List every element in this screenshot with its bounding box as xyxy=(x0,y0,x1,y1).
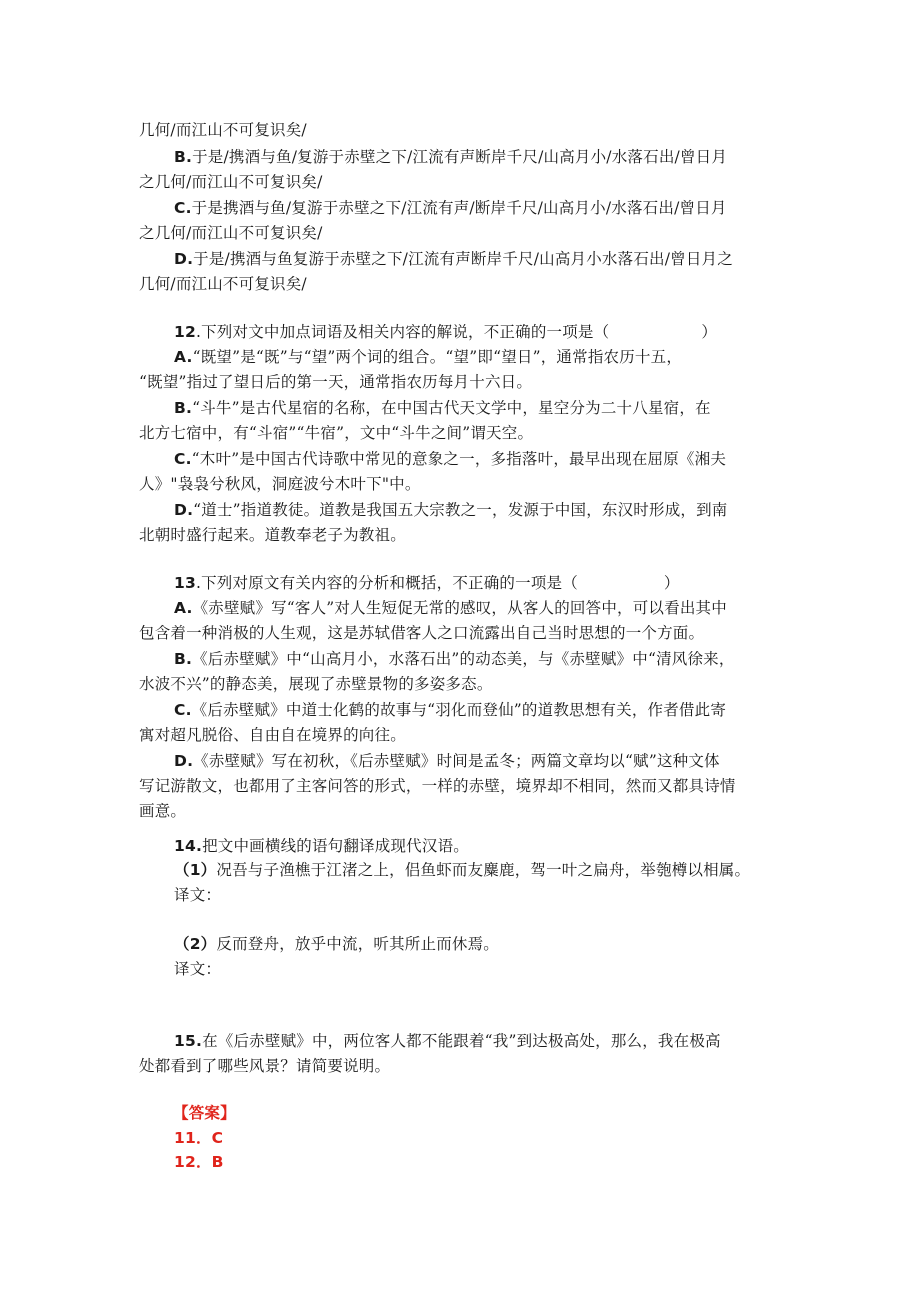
option-key: C. xyxy=(174,450,192,468)
question-number: 13 xyxy=(174,574,196,592)
question-number: 15. xyxy=(174,1032,203,1050)
q12-option-d xyxy=(174,500,728,520)
option-text: 《赤壁赋》写在初秋，《后赤壁赋》时间是孟冬；两篇文章均以“赋”这种文体 xyxy=(193,752,720,770)
q11-option-d-cont: 几何/而江山不可复识矣/ xyxy=(139,275,307,293)
q13-option-c xyxy=(174,700,726,720)
option-key: D. xyxy=(174,752,194,770)
option-text: “道士”指道教徒。道教是我国五大宗教之一，发源于中国，东汉时形成，到南 xyxy=(193,501,728,519)
option-text: 于是/携酒与鱼/复游于赤壁之下/江流有声断岸千尺/山高月小/水落石出/曾日月 xyxy=(192,148,728,166)
q15-stem xyxy=(174,1031,721,1051)
option-text: 《后赤壁赋》中“山高月小，水落石出”的动态美，与《赤壁赋》中“清风徐来， xyxy=(192,650,735,668)
q13-option-d-cont: 写记游散文，也都用了主客问答的形式，一样的赤壁，境界却不相同，然而又都具诗情 xyxy=(139,777,736,795)
q12-option-a xyxy=(174,347,682,367)
q12-option-b-cont: 北方七宿中，有“斗宿”“牛宿”，文中“斗牛之间”谓天空。 xyxy=(139,424,534,442)
option-key: B. xyxy=(174,399,193,417)
q12-option-b xyxy=(174,398,711,418)
option-text: “既望”是“既”与“望”两个词的组合。“望”即“望日”，通常指农历十五， xyxy=(192,348,683,366)
option-key: A. xyxy=(174,599,193,617)
answer-11: 11．C xyxy=(174,1129,224,1147)
option-text: “斗牛”是古代星宿的名称，在中国古代天文学中，星空分为二十八星宿，在 xyxy=(192,399,711,417)
option-key: D. xyxy=(174,250,194,268)
q11-option-d xyxy=(174,249,733,269)
option-text: 于是携酒与鱼/复游于赤壁之下/江流有声/断岸千尺/山高月小/水落石出/曾日月 xyxy=(191,199,727,217)
answer-header: 【答案】 xyxy=(173,1104,236,1122)
option-key: D. xyxy=(174,501,194,519)
q13-option-c-cont: 寓对超凡脱俗、自由自在境界的向往。 xyxy=(139,726,406,744)
q12-option-c-cont: 人》"袅袅兮秋风，洞庭波兮木叶下"中。 xyxy=(139,475,421,493)
q13-option-d xyxy=(174,751,720,771)
q11-option-b xyxy=(174,147,727,167)
option-key: B. xyxy=(174,148,193,166)
option-text: “木叶”是中国古代诗歌中常见的意象之一，多指落叶，最早出现在屈原《湘夫 xyxy=(191,450,727,468)
sub-number: （2） xyxy=(174,935,217,953)
q11-option-c xyxy=(174,198,727,218)
q15-stem-cont: 处都看到了哪些风景？请简要说明。 xyxy=(139,1057,391,1075)
question-number: 14. xyxy=(174,837,203,855)
q12-option-d-cont: 北朝时盛行起来。道教奉老子为教祖。 xyxy=(139,526,406,544)
paren-close: ） xyxy=(701,323,718,341)
option-key: A. xyxy=(174,348,193,366)
option-key: C. xyxy=(174,199,192,217)
q13-option-a-cont: 包含着一种消极的人生观，这是苏轼借客人之口流露出自己当时思想的一个方面。 xyxy=(139,624,705,642)
answer-12: 12．B xyxy=(174,1153,224,1171)
q12-stem xyxy=(174,322,717,342)
q14-stem xyxy=(174,836,469,856)
question-number: 12 xyxy=(174,323,196,341)
q13-option-a xyxy=(174,598,727,618)
option-text: 《后赤壁赋》中道士化鹤的故事与“羽化而登仙”的道教思想有关，作者借此寄 xyxy=(191,701,727,719)
q11-option-c-cont: 之几何/而江山不可复识矣/ xyxy=(139,224,323,242)
sub-number: （1） xyxy=(174,861,217,879)
q12-option-c xyxy=(174,449,726,469)
sentence-text: 况吾与子渔樵于江渚之上，侣鱼虾而友麋鹿，驾一叶之扁舟，举匏樽以相属。 xyxy=(216,861,751,879)
q12-option-a-cont: “既望”指过了望日后的第一天，通常指农历每月十六日。 xyxy=(139,373,533,391)
question-text: .下列对原文有关内容的分析和概括，不正确的一项是（ xyxy=(195,574,578,592)
q11-option-a-tail: 几何/而江山不可复识矣/ xyxy=(139,121,307,139)
question-text: 在《后赤壁赋》中，两位客人都不能跟着“我”到达极高处，那么，我在极高 xyxy=(202,1032,721,1050)
option-text: 于是/携酒与鱼复游于赤壁之下/江流有声断岸千尺/山高月小水落石出/曾日月之 xyxy=(193,250,733,268)
q14-sentence-1 xyxy=(174,860,750,880)
q13-option-d-cont2: 画意。 xyxy=(139,802,187,820)
option-key: C. xyxy=(174,701,192,719)
q11-option-b-cont: 之几何/而江山不可复识矣/ xyxy=(139,173,323,191)
q14-translation-label-1: 译文： xyxy=(174,886,222,904)
q14-sentence-2 xyxy=(174,934,499,954)
q13-stem xyxy=(174,573,680,593)
q13-option-b xyxy=(174,649,735,669)
question-text: 把文中画横线的语句翻译成现代汉语。 xyxy=(202,837,469,855)
paren-close: ） xyxy=(663,574,680,592)
q13-option-b-cont: 水波不兴”的静态美，展现了赤壁景物的多姿多态。 xyxy=(139,675,493,693)
option-text: 《赤壁赋》写“客人”对人生短促无常的感叹，从客人的回答中，可以看出其中 xyxy=(192,599,727,617)
option-key: B. xyxy=(174,650,193,668)
q14-translation-label-2: 译文： xyxy=(174,960,222,978)
question-text: .下列对文中加点词语及相关内容的解说，不正确的一项是（ xyxy=(195,323,610,341)
sentence-text: 反而登舟，放乎中流，听其所止而休焉。 xyxy=(216,935,499,953)
